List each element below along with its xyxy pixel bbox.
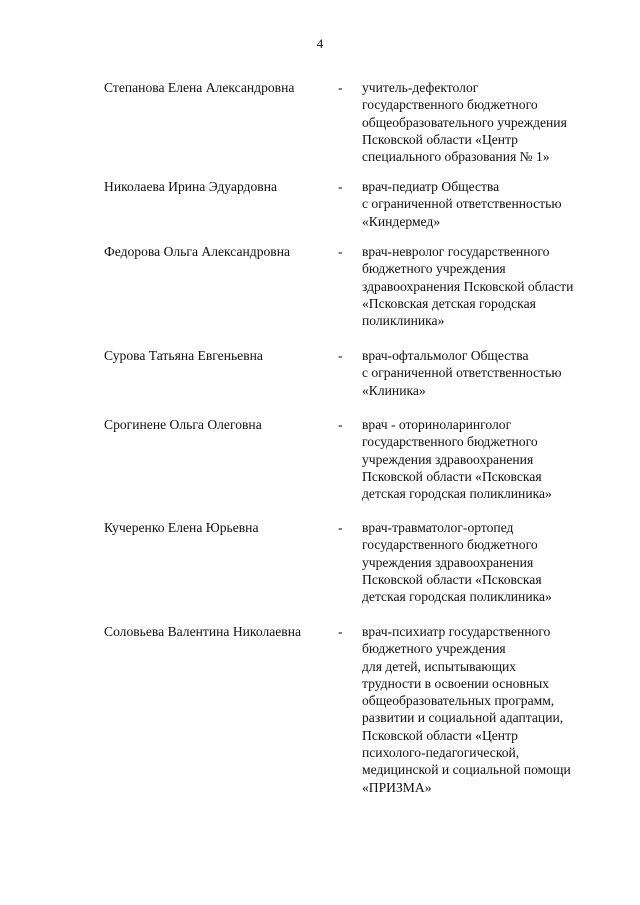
description-line: Псковской области «Центр — [362, 727, 518, 743]
description-line: общеобразовательного учреждения — [362, 114, 567, 130]
description-line: государственного бюджетного — [362, 537, 538, 553]
description-line: врач-невролог государственного — [362, 244, 550, 259]
description-line: трудности в освоении основных — [362, 675, 550, 691]
description-line: государственного бюджетного — [362, 434, 538, 450]
description-line: Псковской области «Центр — [362, 131, 518, 147]
position-description — [362, 178, 622, 230]
description-line: «Клиника» — [362, 382, 426, 398]
description-line: Псковской области «Псковская — [362, 571, 542, 587]
description-line: врач-травматолог-ортопед — [362, 520, 514, 535]
description-line: для детей, испытывающих — [362, 658, 517, 674]
description-line: врач-психиатр государственного — [362, 624, 551, 639]
description-line: медицинской и социальной помощи — [362, 762, 571, 778]
separator-dash: - — [338, 80, 343, 95]
description-line: государственного бюджетного — [362, 97, 538, 113]
separator-dash: - — [338, 244, 343, 259]
page-number: 4 — [316, 36, 324, 51]
description-line: детская городская поликлиника» — [362, 486, 552, 502]
description-line: детская городская поликлиника» — [362, 589, 552, 605]
person-name: Сурова Татьяна Евгеньевна — [104, 348, 263, 363]
description-line: «ПРИЗМА» — [362, 779, 432, 795]
description-line: психолого-педагогической, — [362, 745, 520, 761]
description-line: учреждения здравоохранения — [362, 554, 534, 570]
description-line: врач-офтальмолог Общества — [362, 348, 529, 363]
position-description — [362, 347, 622, 399]
separator-dash: - — [338, 348, 343, 363]
position-description — [362, 416, 622, 502]
person-name: Федорова Ольга Александровна — [104, 244, 291, 259]
separator-dash: - — [338, 520, 343, 535]
position-description — [362, 623, 622, 796]
description-line: Псковской области «Псковская — [362, 468, 542, 484]
description-line: здравоохранения Псковской области — [362, 278, 574, 294]
description-line: учитель-дефектолог — [362, 80, 479, 95]
description-line: с ограниченной ответственностью — [362, 365, 562, 381]
description-line: с ограниченной ответственностью — [362, 196, 562, 212]
person-name: Кучеренко Елена Юрьевна — [104, 520, 259, 535]
description-line: бюджетного учреждения — [362, 641, 506, 657]
description-line: развитии и социальной адаптации, — [362, 710, 564, 726]
separator-dash: - — [338, 179, 343, 194]
separator-dash: - — [338, 417, 343, 432]
description-line: бюджетного учреждения — [362, 261, 506, 277]
position-description — [362, 79, 622, 165]
separator-dash: - — [338, 624, 343, 639]
position-description — [362, 243, 622, 329]
person-name: Соловьева Валентина Николаевна — [104, 624, 302, 639]
person-name: Степанова Елена Александровна — [104, 80, 295, 95]
person-name: Николаева Ирина Эдуардовна — [104, 179, 278, 194]
description-line: врач - оториноларинголог — [362, 417, 512, 432]
description-line: учреждения здравоохранения — [362, 451, 534, 467]
person-name: Срогинене Ольга Олеговна — [104, 417, 262, 432]
description-line: специального образования № 1» — [362, 149, 550, 165]
description-line: «Псковская детская городская — [362, 295, 536, 311]
description-line: врач-педиатр Общества — [362, 179, 500, 194]
description-line: поликлиника» — [362, 313, 445, 329]
position-description — [362, 519, 622, 605]
description-line: общеобразовательных программ, — [362, 693, 555, 709]
description-line: «Киндермед» — [362, 213, 441, 229]
